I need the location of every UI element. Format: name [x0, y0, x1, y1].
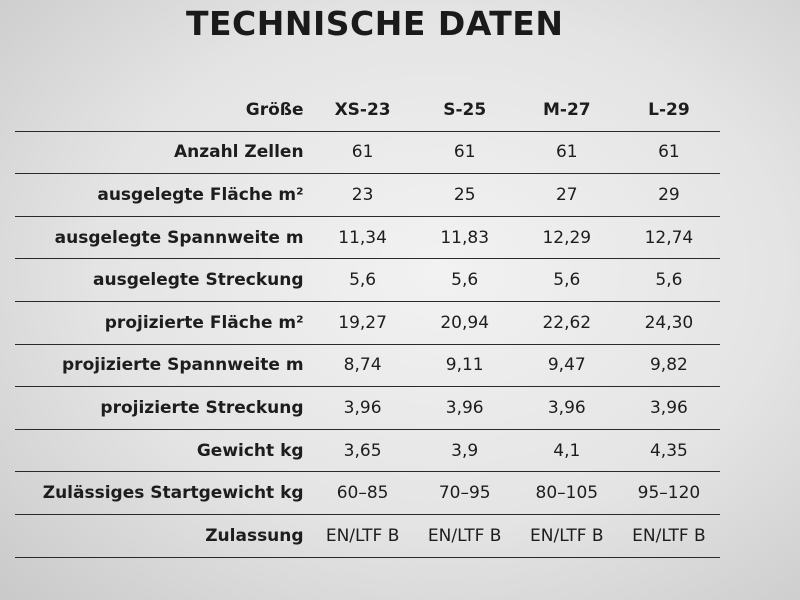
table-row: [0, 387, 720, 430]
table-cell: 61: [312, 131, 414, 174]
table-row: [0, 514, 720, 557]
size-header: L-29: [618, 89, 720, 131]
table-cell: 61: [414, 131, 516, 174]
table-cell: 29: [618, 174, 720, 217]
table-cell: 9,11: [414, 344, 516, 387]
table-cell: 60–85: [312, 472, 414, 515]
table-cell: 80–105: [516, 472, 618, 515]
page-title: TECHNISCHE DATEN: [186, 4, 564, 43]
table-row: [0, 429, 720, 472]
table-cell: 70–95: [414, 472, 516, 515]
table-cell: 5,6: [414, 259, 516, 302]
size-header: XS-23: [312, 89, 414, 131]
table-cell: 27: [516, 174, 618, 217]
table-cell: 3,96: [618, 387, 720, 430]
table-row: [0, 131, 720, 174]
row-label: projizierte Streckung: [15, 387, 312, 430]
table-cell: 9,82: [618, 344, 720, 387]
header-row: [0, 89, 720, 131]
row-label: Zulassung: [15, 514, 312, 557]
table-cell: 20,94: [414, 301, 516, 344]
table-row: [0, 259, 720, 302]
table-cell: 5,6: [312, 259, 414, 302]
size-header: M-27: [516, 89, 618, 131]
table-cell: 8,74: [312, 344, 414, 387]
spec-table-body: [0, 131, 720, 557]
table-cell: 5,6: [516, 259, 618, 302]
table-cell: 3,65: [312, 429, 414, 472]
table-cell: 3,9: [414, 429, 516, 472]
table-cell: 95–120: [618, 472, 720, 515]
table-cell: 3,96: [312, 387, 414, 430]
table-cell: 25: [414, 174, 516, 217]
row-label: ausgelegte Spannweite m: [15, 216, 312, 259]
table-cell: 9,47: [516, 344, 618, 387]
table-cell: 23: [312, 174, 414, 217]
row-label: Anzahl Zellen: [15, 131, 312, 174]
table-row: [0, 216, 720, 259]
spec-table: [0, 89, 720, 558]
table-cell: EN/LTF B: [414, 514, 516, 557]
table-row: [0, 301, 720, 344]
table-cell: 3,96: [414, 387, 516, 430]
table-row: [0, 344, 720, 387]
row-label: projizierte Fläche m²: [15, 301, 312, 344]
table-cell: 11,83: [414, 216, 516, 259]
table-row: [0, 174, 720, 217]
row-label: ausgelegte Streckung: [15, 259, 312, 302]
row-label: Zulässiges Startgewicht kg: [15, 472, 312, 515]
table-cell: EN/LTF B: [516, 514, 618, 557]
table-cell: 11,34: [312, 216, 414, 259]
row-label: projizierte Spannweite m: [15, 344, 312, 387]
table-cell: 3,96: [516, 387, 618, 430]
table-cell: 61: [618, 131, 720, 174]
table-cell: 19,27: [312, 301, 414, 344]
table-cell: 12,29: [516, 216, 618, 259]
table-cell: 5,6: [618, 259, 720, 302]
table-cell: EN/LTF B: [312, 514, 414, 557]
size-header: S-25: [414, 89, 516, 131]
table-cell: 12,74: [618, 216, 720, 259]
table-cell: 4,35: [618, 429, 720, 472]
table-cell: 61: [516, 131, 618, 174]
table-cell: 4,1: [516, 429, 618, 472]
table-cell: 24,30: [618, 301, 720, 344]
size-header-label: Größe: [15, 89, 312, 131]
row-label: ausgelegte Fläche m²: [15, 174, 312, 217]
table-cell: 22,62: [516, 301, 618, 344]
table-cell: EN/LTF B: [618, 514, 720, 557]
table-row: [0, 472, 720, 515]
row-label: Gewicht kg: [15, 429, 312, 472]
